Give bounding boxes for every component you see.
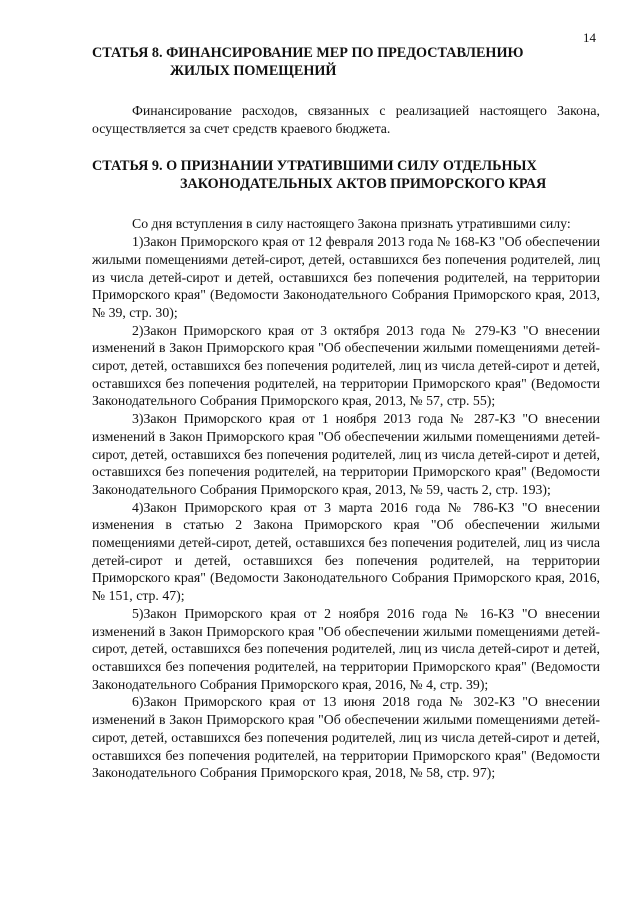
article-9-intro: Со дня вступления в силу настоящего Закона признать утратившими силу: [132,216,571,232]
list-item: 4)Закон Приморского края от 3 марта 2016 года № 786-КЗ "О внесении изменения в статью 2 Закона Приморского края "Об обеспечении жилыми помещениями детей-сирот, детей, оставшихся без попечения родителей, лиц из числа детей-сирот и детей, оставшихся без попечения родителей, на территории Приморского края" (Ведомости Законодательного Собрания Приморского края, 2016, № 151, стр. 47); [92,499,600,604]
list-item: 3)Закон Приморского края от 1 ноября 2013 года № 287-КЗ "О внесении изменений в Закон Приморского края "Об обеспечении жилыми помещениями детей-сирот, детей, оставшихся без попечения родителей, лиц из числа детей-сирот и детей, оставшихся без попечения родителей, на территории Приморского края" (Ведомости Законодательного Собрания Приморского края, 2013, № 59, часть 2, стр. 193); [92,411,600,497]
article-8-title-line2: ЖИЛЫХ ПОМЕЩЕНИЙ [170,63,337,79]
article-9-title-line2: ЗАКОНОДАТЕЛЬНЫХ АКТОВ ПРИМОРСКОГО КРАЯ [180,176,547,193]
list-item: 5)Закон Приморского края от 2 ноября 2016 года № 16-КЗ "О внесении изменений в Закон Приморского края "Об обеспечении жилыми помещениями детей-сирот, детей, оставшихся без попечения родителей, лиц из числа детей-сирот и детей, оставшихся без попечения родителей, на территории Приморского края" (Ведомости Законодательного Собрания Приморского края, 2016, № 4, стр. 39); [92,605,600,692]
list-item: 1)Закон Приморского края от 12 февраля 2013 года № 168-КЗ "Об обеспечении жилыми помещениями детей-сирот, детей, оставшихся без попечения родителей, лиц из числа детей-сирот и детей, оставшихся без попечения родителей, на территории Приморского края" (Ведомости Законодательного Собрания Приморского края, 2013, № 39, стр. 30); [92,234,600,320]
article-9-title-line1: СТАТЬЯ 9. О ПРИЗНАНИИ УТРАТИВШИМИ СИЛУ ОТДЕЛЬНЫХ [92,158,537,175]
document-body [92,44,600,782]
article-8-title-line1: СТАТЬЯ 8. ФИНАНСИРОВАНИЕ МЕР ПО ПРЕДОСТАВЛЕНИЮ [92,45,524,61]
article-8-text: Финансирование расходов, связанных с реализацией настоящего Закона, осуществляется за счет средств краевого бюджета. [92,103,600,136]
list-item: 6)Закон Приморского края от 13 июня 2018 года № 302-КЗ "О внесении изменений в Закон Приморского края "Об обеспечении жилыми помещениями детей-сирот, детей, оставшихся без попечения родителей, лиц из числа детей-сирот и детей, оставшихся без попечения родителей, на территории Приморского края" (Ведомости Законодательного Собрания Приморского края, 2018, № 58, стр. 97); [92,694,600,781]
list-item: 2)Закон Приморского края от 3 октября 2013 года № 279-КЗ "О внесении изменений в Закон Приморского края "Об обеспечении жилыми помещениями детей-сирот, детей, оставшихся без попечения родителей, лиц из числа детей-сирот и детей, оставшихся без попечения родителей, на территории Приморского края" (Ведомости Законодательного Собрания Приморского края, 2013, № 57, стр. 55); [92,322,600,409]
article-9-title [92,157,600,193]
article-8-title [92,44,600,80]
page-number: 14 [583,30,596,45]
